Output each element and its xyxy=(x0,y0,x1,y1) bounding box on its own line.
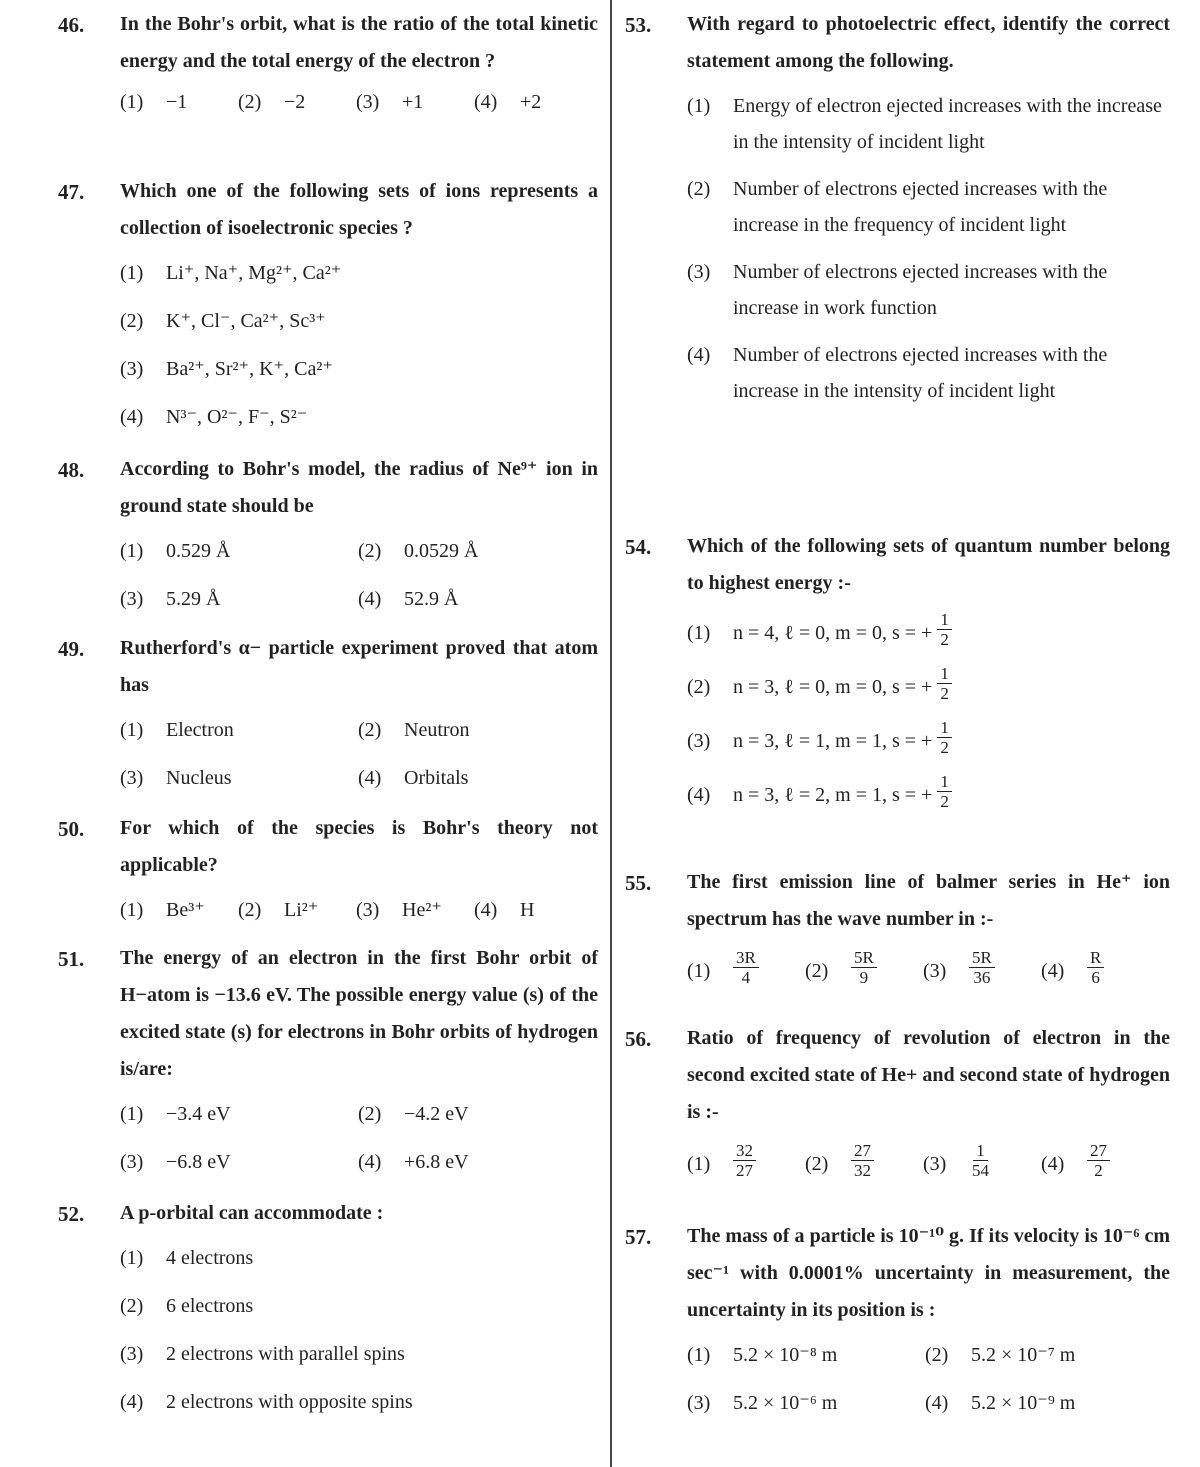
option-1[interactable]: (1) 4 electrons xyxy=(120,1247,254,1269)
option-1[interactable]: (1) $\frac{32}{27}$ xyxy=(687,1141,805,1187)
option-4[interactable]: (4) Orbitals xyxy=(358,767,469,789)
question-47 xyxy=(58,173,598,447)
options xyxy=(120,255,598,436)
option-2[interactable]: (2) 0.0529 Å xyxy=(358,540,479,562)
options xyxy=(687,948,1170,994)
option-3[interactable]: (3) n = 3, ℓ = 1, m = 1, s = + $\frac{1}{2}$ xyxy=(687,718,1170,764)
question-55 xyxy=(625,864,1170,1005)
option-1[interactable]: (1) Electron xyxy=(120,719,234,741)
option-3[interactable]: (3) +1 xyxy=(356,91,424,113)
option-2[interactable]: (2) 5.2 × 10⁻⁷ m xyxy=(925,1344,1076,1366)
question-56 xyxy=(625,1020,1170,1198)
options xyxy=(120,892,598,929)
option-1[interactable]: (1) Li⁺, Na⁺, Mg²⁺, Ca²⁺ xyxy=(120,262,342,284)
option-4[interactable]: (4) $\frac{R}{6}$ xyxy=(1041,948,1159,994)
option-3[interactable]: (3) Ba²⁺, Sr²⁺, K⁺, Ca²⁺ xyxy=(120,358,333,380)
option-4[interactable]: (4) N³⁻, O²⁻, F⁻, S²⁻ xyxy=(120,406,308,428)
question-46 xyxy=(58,6,598,132)
column-divider xyxy=(610,0,612,1467)
option-2[interactable]: (2) Li²⁺ xyxy=(238,899,319,921)
option-4[interactable]: (4) +2 xyxy=(474,91,542,113)
question-number: 54. xyxy=(625,535,652,559)
question-text: Which of the following sets of quantum number belong to highest energy :- xyxy=(687,535,1170,594)
option-1[interactable]: (1) −3.4 eV xyxy=(120,1103,231,1125)
option-2[interactable]: (2) −4.2 eV xyxy=(358,1103,469,1125)
question-49 xyxy=(58,630,598,808)
option-2[interactable]: (2) K⁺, Cl⁻, Ca²⁺, Sc³⁺ xyxy=(120,310,326,332)
question-number: 52. xyxy=(58,1202,85,1226)
options xyxy=(120,1096,598,1181)
question-text: The energy of an electron in the first Bohr orbit of H−atom is −13.6 eV. The possible energy value (s) of the excited state (s) for electrons in Bohr orbits of hydrogen is/are: xyxy=(120,947,598,1080)
option-4[interactable]: (4) +6.8 eV xyxy=(358,1151,469,1173)
question-57 xyxy=(625,1218,1170,1433)
option-4[interactable]: (4) 52.9 Å xyxy=(358,588,459,610)
fraction: $\frac{5R}{9}$ xyxy=(851,948,877,994)
fraction: $\frac{1}{2}$ xyxy=(937,772,952,818)
option-3[interactable]: (3) Number of electrons ejected increases with the increase in work function xyxy=(687,261,1108,319)
question-number: 51. xyxy=(58,947,85,971)
option-3[interactable]: (3) 5.2 × 10⁻⁶ m xyxy=(687,1392,838,1414)
option-2[interactable]: (2) n = 3, ℓ = 0, m = 0, s = + $\frac{1}{2}$ xyxy=(687,664,1170,710)
question-number: 48. xyxy=(58,458,85,482)
fraction: $\frac{1}{54}$ xyxy=(972,1141,989,1180)
option-1[interactable]: (1) Energy of electron ejected increases with the increase in the intensity of incident light xyxy=(687,95,1162,153)
question-text: Ratio of frequency of revolution of electron in the second excited state of He+ and second state of hydrogen is :- xyxy=(687,1027,1170,1123)
option-3[interactable]: (3) −6.8 eV xyxy=(120,1151,231,1173)
fraction: $\frac{3R}{4}$ xyxy=(733,948,759,994)
option-3[interactable]: (3) 2 electrons with parallel spins xyxy=(120,1343,405,1365)
option-3[interactable]: (3) Nucleus xyxy=(120,767,232,789)
option-1[interactable]: (1) Be³⁺ xyxy=(120,899,205,921)
question-48 xyxy=(58,451,598,629)
question-54 xyxy=(625,528,1170,826)
option-4[interactable]: (4) Number of electrons ejected increases with the increase in the intensity of incident light xyxy=(687,344,1108,402)
option-2[interactable]: (2) $\frac{5R}{9}$ xyxy=(805,948,923,994)
option-2[interactable]: (2) 6 electrons xyxy=(120,1295,254,1317)
question-50 xyxy=(58,810,598,940)
question-51 xyxy=(58,940,598,1192)
question-number: 57. xyxy=(625,1225,652,1249)
options xyxy=(120,533,598,618)
option-1[interactable]: (1) n = 4, ℓ = 0, m = 0, s = + $\frac{1}{2}$ xyxy=(687,610,1170,656)
options xyxy=(120,1240,598,1421)
option-4[interactable]: (4) $\frac{27}{2}$ xyxy=(1041,1141,1159,1187)
question-number: 56. xyxy=(625,1027,652,1051)
option-1[interactable]: (1) 0.529 Å xyxy=(120,540,231,562)
fraction: $\frac{1}{2}$ xyxy=(937,610,952,656)
option-3[interactable]: (3) $\frac{5R}{36}$ xyxy=(923,948,1041,994)
option-3[interactable]: (3) He²⁺ xyxy=(356,899,442,921)
fraction: $\frac{32}{27}$ xyxy=(733,1141,756,1187)
question-number: 50. xyxy=(58,817,85,841)
options xyxy=(120,712,598,797)
question-number: 53. xyxy=(625,13,652,37)
fraction: $\frac{1}{2}$ xyxy=(937,718,952,764)
question-text: According to Bohr's model, the radius of Ne⁹⁺ ion in ground state should be xyxy=(120,458,598,517)
options xyxy=(120,84,598,121)
option-3[interactable]: (3) $\frac{1}{54}$ xyxy=(923,1141,1041,1187)
question-53 xyxy=(625,6,1170,420)
option-3[interactable]: (3) 5.29 Å xyxy=(120,588,221,610)
fraction: $\frac{5R}{36}$ xyxy=(969,948,995,994)
question-text: The mass of a particle is 10⁻¹⁰ g. If its velocity is 10⁻⁶ cm sec⁻¹ with 0.0001% uncertainty in measurement, the uncertainty in its position is : xyxy=(687,1225,1170,1321)
fraction: $\frac{1}{2}$ xyxy=(937,664,952,710)
option-2[interactable]: (2) $\frac{27}{32}$ xyxy=(805,1141,923,1187)
option-1[interactable]: (1) 5.2 × 10⁻⁸ m xyxy=(687,1344,838,1366)
option-1[interactable]: (1) $\frac{3R}{4}$ xyxy=(687,948,805,994)
question-number: 47. xyxy=(58,180,85,204)
option-4[interactable]: (4) 2 electrons with opposite spins xyxy=(120,1391,413,1413)
option-2[interactable]: (2) Neutron xyxy=(358,719,470,741)
question-text: For which of the species is Bohr's theory not applicable? xyxy=(120,817,598,876)
option-1[interactable]: (1) −1 xyxy=(120,91,188,113)
question-text: Which one of the following sets of ions represents a collection of isoelectronic species ? xyxy=(120,180,598,239)
question-number: 46. xyxy=(58,13,85,37)
question-text: In the Bohr's orbit, what is the ratio of the total kinetic energy and the total energy of the electron ? xyxy=(120,13,598,72)
options xyxy=(687,1337,1170,1422)
option-2[interactable]: (2) Number of electrons ejected increases with the increase in the frequency of incident light xyxy=(687,178,1108,236)
option-2[interactable]: (2) −2 xyxy=(238,91,306,113)
options xyxy=(687,1141,1170,1187)
option-4[interactable]: (4) 5.2 × 10⁻⁹ m xyxy=(925,1392,1076,1414)
question-text: The first emission line of balmer series in He⁺ ion spectrum has the wave number in :- xyxy=(687,871,1170,930)
question-text: Rutherford's α− particle experiment proved that atom has xyxy=(120,637,598,696)
fraction: $\frac{27}{32}$ xyxy=(851,1141,874,1187)
fraction: $\frac{R}{6}$ xyxy=(1087,948,1104,994)
question-number: 55. xyxy=(625,871,652,895)
fraction: $\frac{27}{2}$ xyxy=(1087,1141,1110,1187)
options xyxy=(687,88,1170,409)
question-text: A p-orbital can accommodate : xyxy=(120,1202,384,1224)
question-52 xyxy=(58,1195,598,1432)
option-4[interactable]: (4) n = 3, ℓ = 2, m = 1, s = + $\frac{1}{2}$ xyxy=(687,772,1170,818)
question-text: With regard to photoelectric effect, identify the correct statement among the following. xyxy=(687,13,1170,72)
option-4[interactable]: (4) H xyxy=(474,899,535,921)
question-number: 49. xyxy=(58,637,85,661)
options xyxy=(687,610,1170,818)
